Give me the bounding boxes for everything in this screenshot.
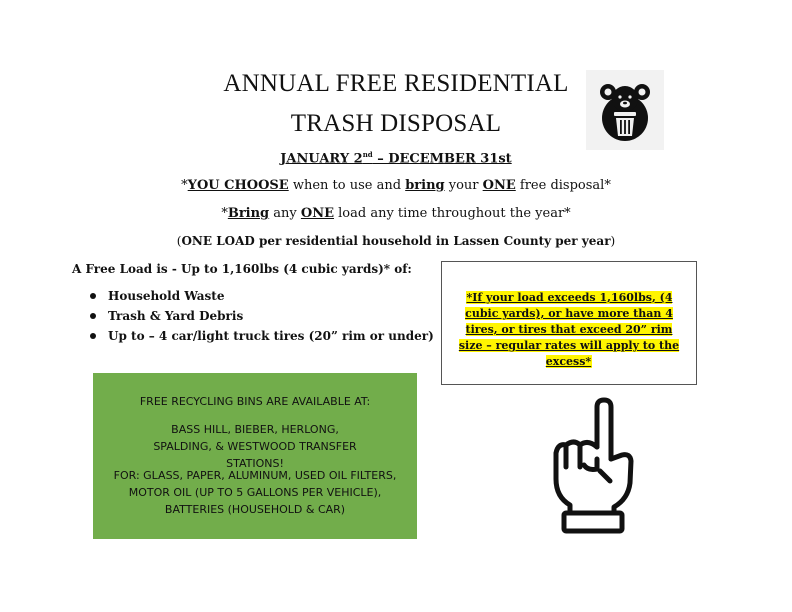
date-range <box>0 150 792 166</box>
recycling-stations <box>93 421 417 472</box>
star: * <box>221 206 228 221</box>
recycling-stations-text: BASS HILL, BIEBER, HERLONG, SPALDING, & WESTWOOD TRANSFER STATIONS! <box>153 423 357 470</box>
excess-warning-text: *If your load exceeds 1,160lbs, (4 cubic yards), or have more than 4 tires, or tires that exceed 20” rim size – regular rates will apply to the excess* <box>458 291 680 368</box>
paren-close: ) <box>610 234 616 248</box>
page-title-line-2: TRASH DISPOSAL <box>290 110 502 137</box>
recycling-info-box <box>93 373 417 539</box>
one-load-text: ONE LOAD per residential household in Lassen County per year <box>181 234 611 248</box>
you-choose-text: YOU CHOOSE <box>187 178 289 193</box>
excess-warning-box <box>441 261 697 385</box>
bring-text-2: load any time throughout the year* <box>334 206 571 221</box>
page-title-line-1: ANNUAL FREE RESIDENTIAL <box>223 70 569 97</box>
one-text: ONE <box>300 206 335 221</box>
choose-text-2: your <box>444 178 483 193</box>
date-ordinal: nd <box>362 150 373 159</box>
date-start: JANUARY 2 <box>280 151 363 167</box>
excess-warning <box>454 290 684 370</box>
recycling-materials-text: FOR: GLASS, PAPER, ALUMINUM, USED OIL FILTERS, MOTOR OIL (UP TO 5 GALLONS PER VEHICLE), BATTERIES (HOUSEHOLD & CAR) <box>113 469 397 516</box>
date-end: – DECEMBER 31st <box>372 151 512 167</box>
bring-text: Bring <box>227 206 270 221</box>
free-load-list <box>90 288 434 348</box>
list-item: Household Waste <box>90 288 434 308</box>
one-load-line <box>0 234 792 248</box>
bear-trash-can-icon <box>586 70 664 150</box>
paren-open: ( <box>176 234 182 248</box>
star: * <box>181 178 188 193</box>
recycling-materials <box>93 467 417 518</box>
recycling-heading: FREE RECYCLING BINS ARE AVAILABLE AT: <box>139 395 371 408</box>
choose-text-3: free disposal* <box>515 178 611 193</box>
free-load-heading: A Free Load is - Up to 1,160lbs (4 cubic yards)* of: <box>72 262 412 276</box>
bring-text: bring <box>405 178 445 193</box>
bring-text-1: any <box>269 206 301 221</box>
hand-pointing-up-icon <box>548 397 638 537</box>
one-text: ONE <box>482 178 516 193</box>
choose-line <box>0 178 792 193</box>
choose-text-1: when to use and <box>288 178 406 193</box>
list-item: Up to – 4 car/light truck tires (20” rim or under) <box>90 328 434 348</box>
bring-line <box>0 206 792 221</box>
list-item: Trash & Yard Debris <box>90 308 434 328</box>
